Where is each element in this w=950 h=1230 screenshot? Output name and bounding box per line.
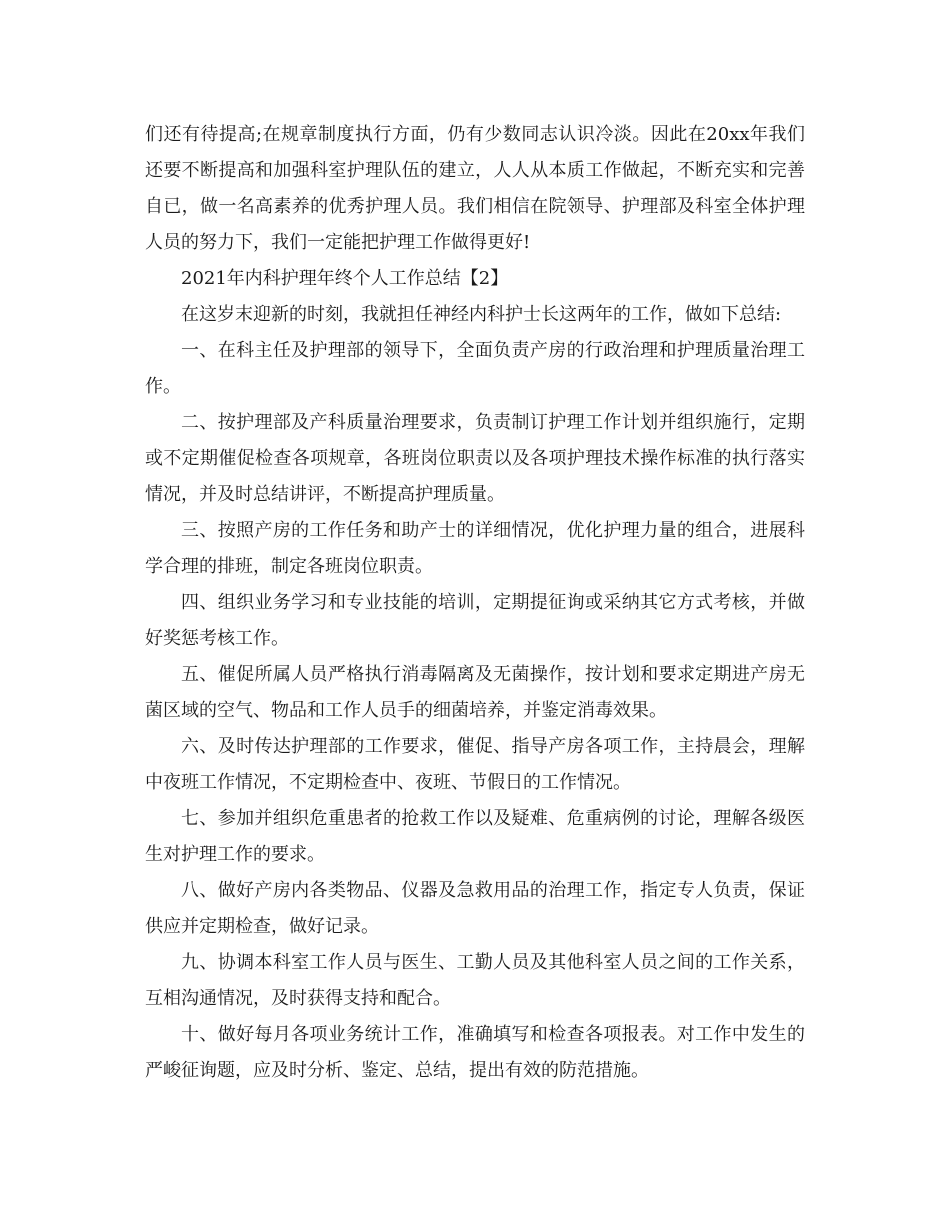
list-item-7: 七、参加并组织危重患者的抢救工作以及疑难、危重病例的讨论，理解各级医生对护理工作的要求。 <box>145 808 805 865</box>
list-item-10: 十、做好每月各项业务统计工作，准确填写和检查各项报表。对工作中发生的严峻征询题，应及时分析、鉴定、总结，提出有效的防范措施。 <box>145 1024 805 1081</box>
list-item-1: 一、在科主任及护理部的领导下，全面负责产房的行政治理和护理质量治理工作。 <box>145 340 805 397</box>
continuation-paragraph: 们还有待提高;在规章制度执行方面，仍有少数同志认识冷淡。因此在20xx年我们还要不断提高和加强科室护理队伍的建立，人人从本质工作做起，不断充实和完善自已，做一名高素养的优秀护理人员。我们相信在院领导、护理部及科室全体护理人员的努力下，我们一定能把护理工作做得更好! <box>145 124 805 253</box>
list-item-9: 九、协调本科室工作人员与医生、工勤人员及其他科室人员之间的工作关系，互相沟通情况，及时获得支持和配合。 <box>145 952 805 1009</box>
list-item-6: 六、及时传达护理部的工作要求，催促、指导产房各项工作，主持晨会，理解中夜班工作情况，不定期检查中、夜班、节假日的工作情况。 <box>145 736 805 793</box>
list-item-8: 八、做好产房内各类物品、仪器及急救用品的治理工作，指定专人负责，保证供应并定期检查，做好记录。 <box>145 880 805 937</box>
section-title: 2021年内科护理年终个人工作总结【2】 <box>181 268 509 289</box>
intro-paragraph: 在这岁末迎新的时刻，我就担任神经内科护士长这两年的工作，做如下总结: <box>181 304 782 325</box>
document-body <box>145 117 805 1089</box>
list-item-4: 四、组织业务学习和专业技能的培训，定期提征询或采纳其它方式考核，并做好奖惩考核工作。 <box>145 592 805 649</box>
list-item-5: 五、催促所属人员严格执行消毒隔离及无菌操作，按计划和要求定期进产房无菌区域的空气、物品和工作人员手的细菌培养，并鉴定消毒效果。 <box>145 664 805 721</box>
list-item-2: 二、按护理部及产科质量治理要求，负责制订护理工作计划并组织施行，定期或不定期催促检查各项规章，各班岗位职责以及各项护理技术操作标准的执行落实情况，并及时总结讲评，不断提高护理质量。 <box>145 412 805 505</box>
list-item-3: 三、按照产房的工作任务和助产士的详细情况，优化护理力量的组合，进展科学合理的排班，制定各班岗位职责。 <box>145 520 805 577</box>
